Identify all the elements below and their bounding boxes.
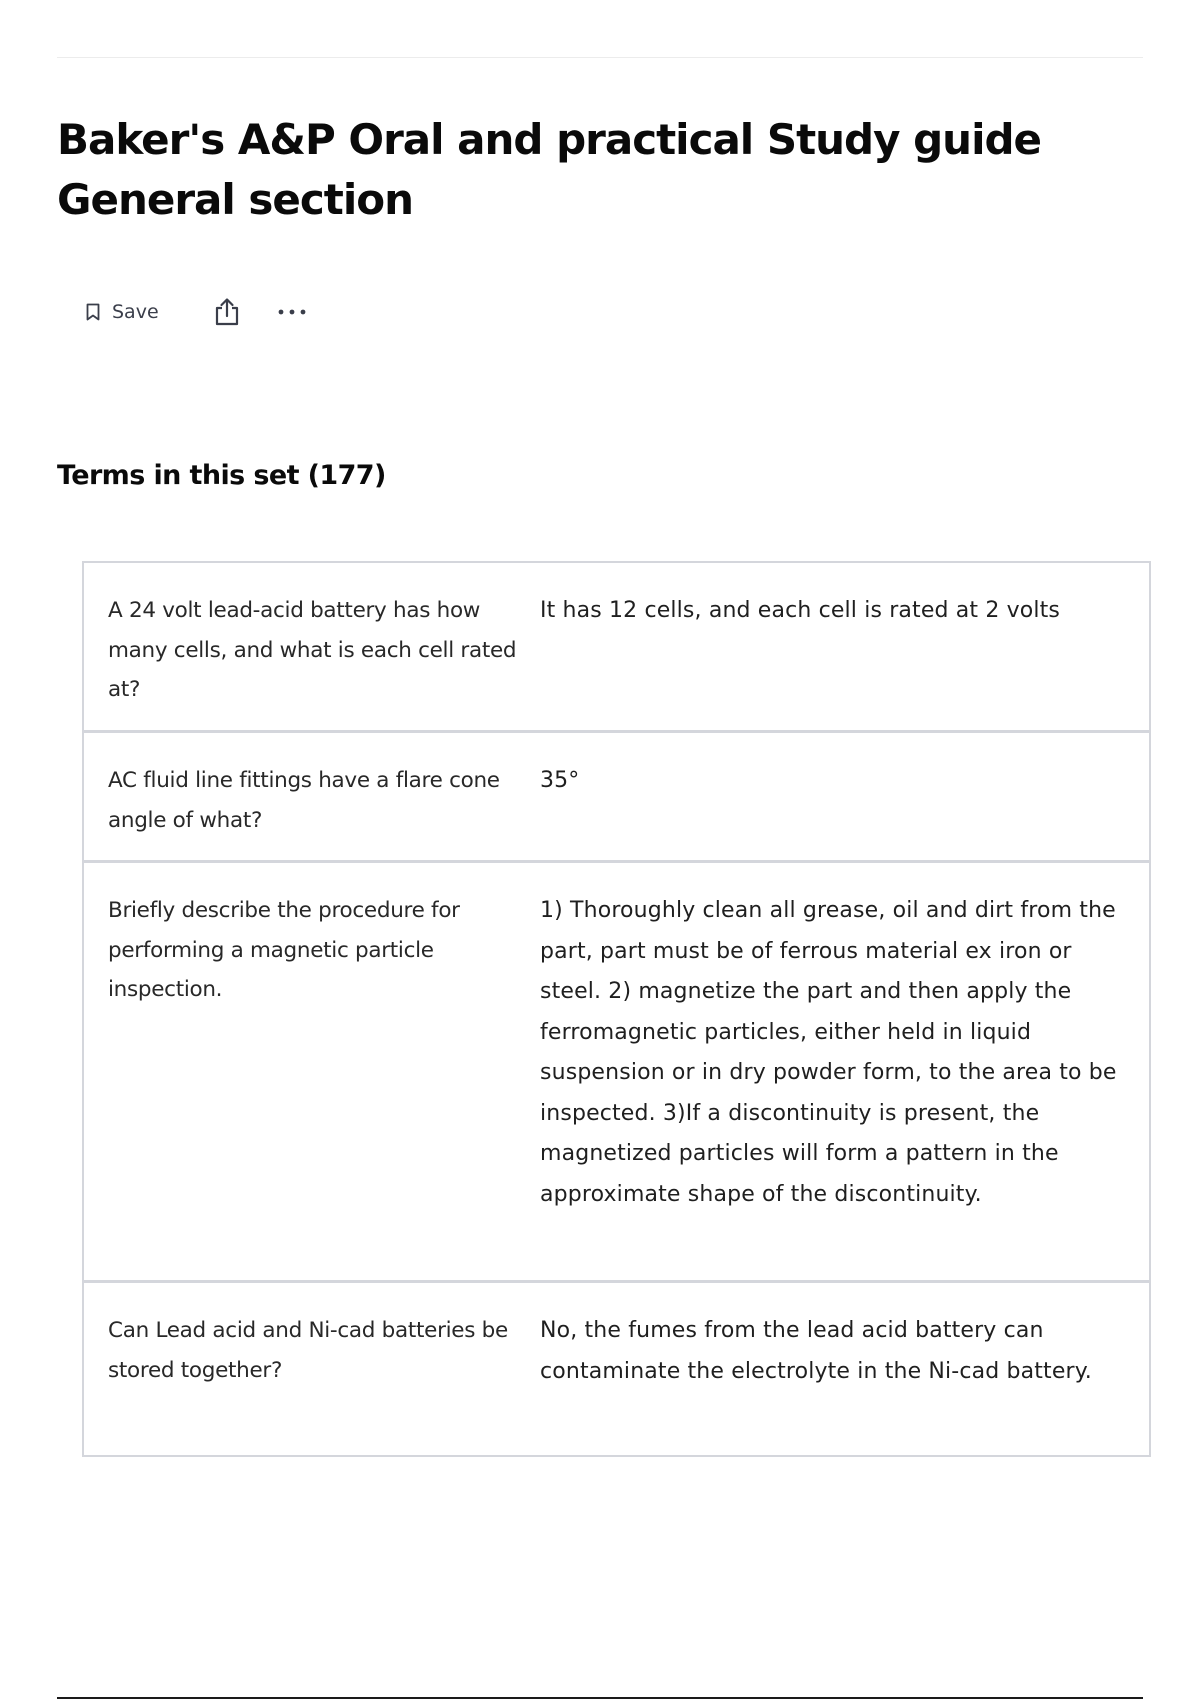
- bookmark-icon: [86, 303, 100, 321]
- definition-text: It has 12 cells, and each cell is rated at 2 volts: [540, 598, 1061, 623]
- save-label: Save: [112, 301, 159, 323]
- more-options-button[interactable]: [277, 308, 307, 316]
- definition-text: 1) Thoroughly clean all grease, oil and dirt from the part, part must be of ferrous material ex iron or steel. 2) magnetize the part and then apply the ferromagnetic particles, either held in liquid suspension or in dry powder form, to the area to be inspected. 3)If a discontinuity is present, the magnetized particles will form a pattern in the approximate shape of the discontinuity.: [540, 898, 1117, 1207]
- share-icon: [213, 297, 241, 327]
- term-text: A 24 volt lead-acid battery has how many cells, and what is each cell rated at?: [108, 598, 517, 702]
- save-button[interactable]: [86, 301, 159, 323]
- page-title-line-2: General section: [57, 175, 414, 224]
- definition-text: 35°: [540, 768, 580, 793]
- term-row: [84, 1283, 1149, 1455]
- definition-text: No, the fumes from the lead acid battery can contaminate the electrolyte in the Ni-cad battery.: [540, 1318, 1092, 1384]
- term-text: Briefly describe the procedure for performing a magnetic particle inspection.: [108, 898, 460, 1002]
- more-icon: [277, 308, 307, 316]
- terms-table: [82, 561, 1151, 1457]
- set-toolbar: [86, 292, 307, 332]
- term-row: [84, 863, 1149, 1283]
- term-text: Can Lead acid and Ni-cad batteries be stored together?: [108, 1318, 508, 1383]
- page-title-line-1: Baker's A&P Oral and practical Study guide: [57, 115, 1042, 164]
- term-row: [84, 563, 1149, 733]
- bottom-divider: [57, 1697, 1143, 1699]
- page-title: [57, 110, 1117, 230]
- terms-heading: Terms in this set (177): [57, 460, 386, 491]
- top-divider: [57, 57, 1143, 58]
- term-text: AC fluid line fittings have a flare cone angle of what?: [108, 768, 500, 833]
- term-row: [84, 733, 1149, 863]
- share-button[interactable]: [213, 297, 241, 327]
